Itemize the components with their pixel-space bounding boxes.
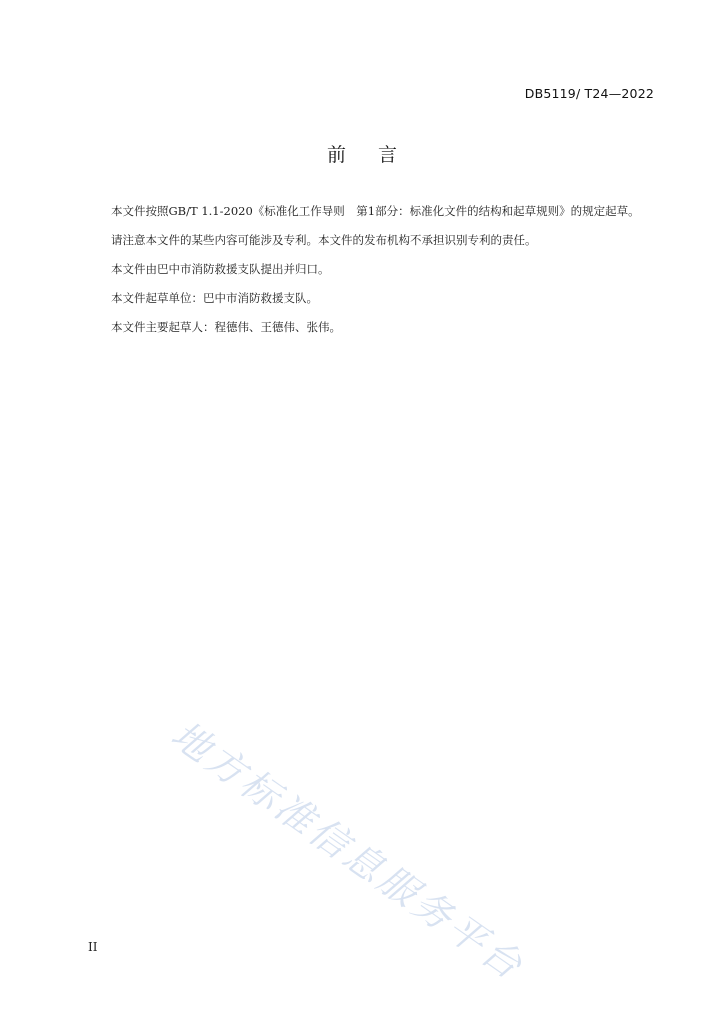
paragraph-drafting-basis: 本文件按照GB/T 1.1-2020《标准化工作导则 第1部分：标准化文件的结构和起草规则》的规定起草。 [111, 204, 640, 218]
paragraph-patent-notice: 请注意本文件的某些内容可能涉及专利。本文件的发布机构不承担识别专利的责任。 [111, 233, 537, 247]
document-code: DB5119/ T24—2022 [524, 86, 654, 101]
page-title [0, 140, 724, 167]
title-char-2: 言 [378, 144, 398, 166]
paragraph-drafters: 本文件主要起草人：程德伟、王德伟、张伟。 [111, 320, 341, 334]
foreword-body [88, 199, 658, 344]
title-char-1: 前 [326, 144, 346, 166]
watermark: 地方标准信息服务平台 [163, 712, 533, 990]
paragraph-proposer: 本文件由巴中市消防救援支队提出并归口。 [111, 262, 330, 276]
paragraph-drafting-unit: 本文件起草单位：巴中市消防救援支队。 [111, 291, 318, 305]
page-number: II [88, 940, 98, 954]
